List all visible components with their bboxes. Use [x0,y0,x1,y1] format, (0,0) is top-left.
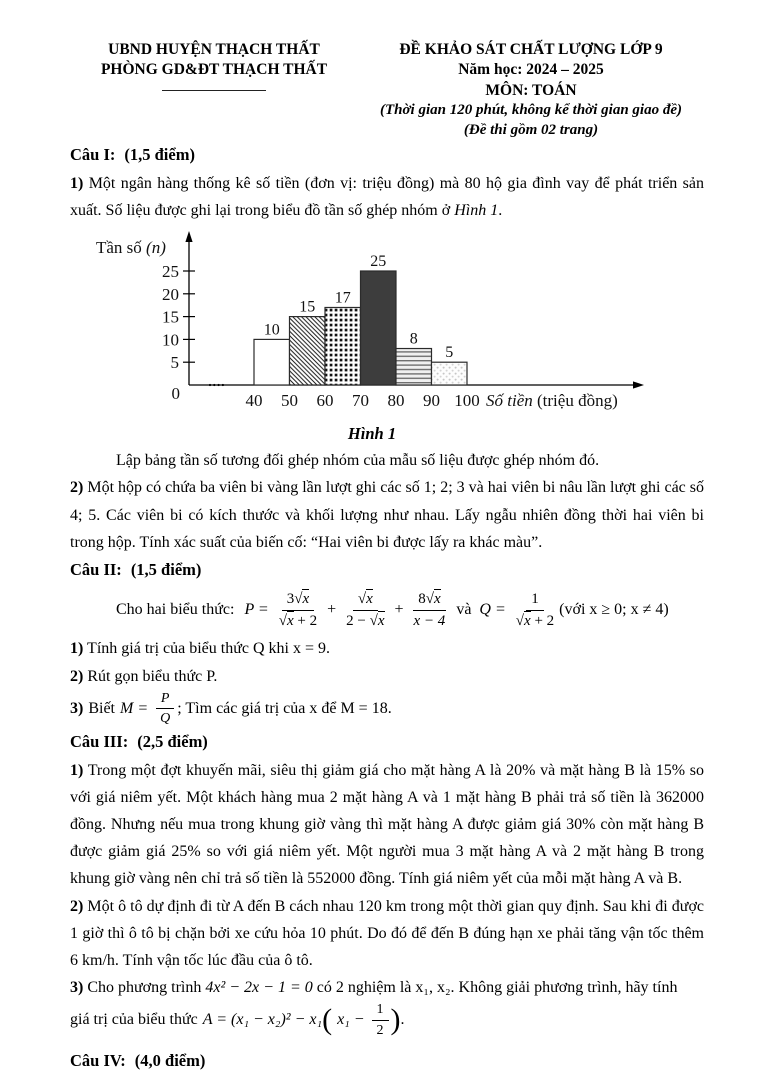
item-label: 3) [70,699,84,717]
bar-value-label: 10 [263,321,280,339]
item-text: Trong một đợt khuyến mãi, siêu thị giảm giá cho mặt hàng A là 20% và mặt hàng B là 15% so với giá niêm yết. Một khách hàng mua 2 mặt hàng A và 1 mặt hàng B phải trả số tiền là 362000 đồng. Nhưng nếu mua trong khung giờ vàng thì mặt hàng A được giảm giá 30% còn mặt hàng B được giảm giá 25% so với giá niêm yết. Một người mua 3 mặt hàng A và 2 mặt hàng B trong khung giờ vàng nên chỉ trả số tiền là 552000 đồng. Tính giá niêm yết của mỗi mặt hàng A và B. [70,761,704,888]
header-left-block [70,40,358,91]
section-3-label: Câu III: [70,731,129,751]
item-text: Cho phương trình [87,979,202,997]
numerator: √ [357,590,367,607]
section-3-item-3 [70,974,704,1001]
q-equals: Q = [479,601,506,619]
x-tick-label: 90 [423,391,440,411]
radicand: x [286,612,294,629]
x-tick-label: 80 [387,391,405,411]
m-equals: M = [120,699,149,717]
bar-value-label: 8 [409,330,418,348]
x-axis-title: Số tiền (triệu đồng) [486,391,618,411]
denominator: √ [515,612,525,629]
item-text-end: . [498,202,503,220]
section-2-item-2 [70,663,704,690]
axis-break-dot [213,384,215,386]
section-1-item-1 [70,170,704,224]
item-label: 1) [70,174,84,192]
domain-condition: (với x ≥ 0; x ≠ 4) [559,601,669,619]
section-2-heading [70,556,704,585]
numerator: 8√ [418,590,434,607]
x-tick-label: 40 [245,391,263,411]
y-tick-label: 0 [171,384,180,404]
numerator: 1 [372,1001,389,1021]
department-name: PHÒNG GD&ĐT THẠCH THẤT [100,61,328,79]
section-3-heading [70,728,704,757]
fraction-half [372,1001,389,1039]
plus-operator: + [327,601,337,619]
bar [361,271,397,385]
section-2-points: (1,5 điểm) [130,560,202,580]
denominator: 2 [376,1022,384,1038]
item-text: Một ô tô dự định đi từ A đến B cách nhau 120 km trong một thời gian quy định. Sau khi đi được 1 giờ thì ô tô bị chặn bởi xe cứu hỏa 10 phút. Do đó để đến B đúng hạn xe phải tăng vận tốc thêm 6 km/h. Tính vận tốc lúc đầu của ô tô. [70,897,705,969]
item-text: Tính giá trị của biểu thức Q khi x = 9. [87,640,331,658]
item-label: 2) [70,897,84,915]
radicand: x [302,590,310,607]
radicand: x [377,612,385,629]
y-tick-label: 25 [162,262,179,282]
axis-break-dot [218,384,220,386]
y-axis-title: Tần số (n) [96,238,166,258]
section-4-points: (4,0 điểm) [134,1051,206,1071]
bar-value-label: 25 [370,253,387,271]
section-2-label: Câu II: [70,560,122,580]
line-text: giá trị của biểu thức [70,1011,198,1029]
and-word: và [456,601,472,619]
time-note: (Thời gian 120 phút, không kể thời gian giao đề) [380,102,682,119]
item-label: 3) [70,979,84,997]
fraction-p1 [274,590,322,631]
pages-note: (Đề thi gồm 02 trang) [463,122,599,139]
item-label: 1) [70,640,84,658]
plus-operator: + [394,601,404,619]
section-3-points: (2,5 điểm) [137,731,208,751]
subject: MÔN: TOÁN [485,81,577,99]
section-1-item-2 [70,474,704,556]
axis-break-dot [209,384,211,386]
item-label: 1) [70,761,84,779]
section-3-item-1 [70,757,704,893]
fraction-p2 [341,590,389,631]
bar-value-label: 5 [445,344,454,362]
denominator: x − 4 [413,612,446,629]
y-axis-arrow [185,231,192,242]
fraction-m [155,690,175,728]
item-text: Rút gọn biểu thức P. [87,667,218,685]
x-tick-label: 50 [281,391,298,411]
radicand: x [433,590,441,607]
expression-a-inner: x₁ − [337,1011,365,1029]
header-right-block [358,40,704,141]
bar [290,317,326,385]
school-year: Năm học: 2024 – 2025 [458,61,604,79]
axis-break-dot [222,384,224,386]
exam-title: ĐỀ KHẢO SÁT CHẤT LƯỢNG LỚP 9 [399,41,663,58]
denominator-tail: + 2 [293,612,318,629]
bar [396,349,432,385]
issuing-authority: UBND HUYỆN THẠCH THẤT [108,41,320,58]
period: . [400,1011,405,1029]
item-text-end: ; Tìm các giá trị của x để M = 18. [177,699,392,717]
denominator: √ [278,612,287,629]
figure-caption: Hình 1 [347,424,397,444]
bar-value-label: 17 [334,289,351,307]
item-text: Một hộp có chứa ba viên bi vàng lần lượt ghi các số 1; 2; 3 và hai viên bi nâu lần lượt ghi các số 4; 5. Các viên bi có kích thước và khối lượng như nhau. Lấy ngẫu nhiên đồng thời hai viên bi trong hộp. Tính xác suất của biến cố: “Hai viên bi được lấy ra khác màu”. [70,479,705,551]
bar [325,308,361,386]
section-1-label: Câu I: [70,144,116,164]
expression-a-line: giá trị của biểu thức A = (x₁ − x₂)² − x₁ ( x₁ − $\frac{1}{2}$ ) . [70,1002,405,1038]
fraction-q [511,590,559,631]
bar-value-label: 15 [299,298,316,316]
figure-reference: Hình 1 [454,202,499,220]
section-1-task: Lập bảng tần số tương đối ghép nhóm của mẫu số liệu được ghép nhóm đó. [116,452,600,470]
denominator: Q [160,711,171,727]
numerator: 1 [526,590,544,611]
p-equals: P = [244,601,269,619]
section-3-item-2 [70,893,704,975]
radicand: x [524,612,531,629]
section-2-item-3 [70,690,704,728]
section-1-heading [70,141,704,170]
numerator: 3√ [286,590,303,607]
histogram-svg [94,228,694,420]
frequency-histogram [94,228,704,445]
y-tick-label: 20 [162,285,179,305]
x-tick-label: 60 [316,391,334,411]
section-4-label: Câu IV: [70,1051,126,1071]
denominator: 2 − √ [346,612,378,629]
section-1-points: (1,5 điểm) [124,144,195,164]
item-text: Một ngân hàng thống kê số tiền (đơn vị: triệu đồng) mà 80 hộ gia đình vay để phát triển sản xuất. Số liệu được ghi lại trong biểu đồ tần số ghép nhóm ở [70,174,705,220]
expression-a-head: A = (x₁ − x₂)² − x₁ [202,1011,323,1029]
item-label: 2) [70,479,84,497]
fraction-p3 [409,590,451,631]
expressions-line [116,590,704,631]
formula-intro: Cho hai biểu thức: [116,601,235,619]
y-tick-label: 15 [162,307,179,327]
document-header [70,40,704,141]
quadratic-equation: 4x² − 2x − 1 = 0 [205,979,313,997]
section-4-heading [70,1047,704,1076]
item-label: 2) [70,667,84,685]
numerator: P [156,690,175,710]
section-2-item-1 [70,635,704,662]
bar [254,340,290,386]
x-axis-arrow [633,382,644,389]
y-tick-label: 10 [162,330,179,350]
denominator-tail: + 2 [530,612,555,629]
item-text: Biết [88,699,115,717]
x-tick-label: 70 [352,391,369,411]
header-divider [162,90,266,91]
radicand: x [366,590,373,607]
item-text-end: có 2 nghiệm là x₁, x₂. Không giải phương trình, hãy tính [316,979,678,997]
y-tick-label: 5 [170,353,179,373]
x-tick-label: 100 [454,391,480,411]
bar [432,362,468,385]
